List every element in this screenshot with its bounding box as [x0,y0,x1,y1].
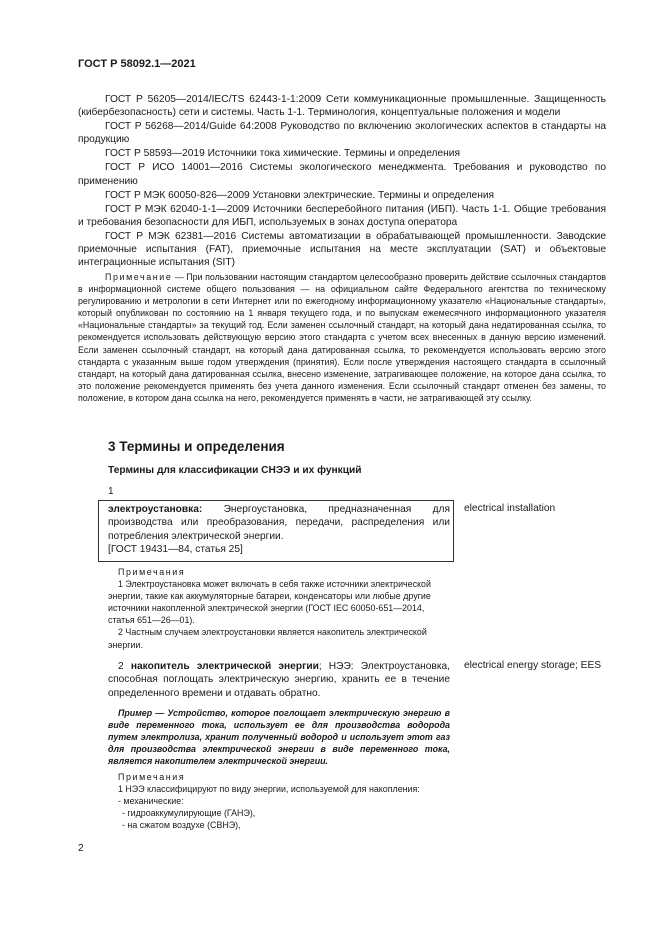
section-title: 3 Термины и определения [108,439,285,454]
english-term: electrical installation [464,503,556,514]
definition-text: Энергоустановка, предназначенная для производства или преобразования, передачи, распределения или потребления электрической энергии. [108,504,450,542]
reference-item: ГОСТ Р МЭК 60050-826—2009 Установки электрические. Термины и определения [105,189,495,201]
reference-item: ГОСТ Р 58593—2019 Источники тока химические. Термины и определения [105,148,460,160]
definition-text: ; НЭЭ: Электроустановка, способная поглощать электрическую энергию, хранить ее в течение определенного времени и отдавать обратно. [108,661,450,699]
subsection-title: Термины для классификации СНЭЭ и их функций [108,465,362,476]
term-name: накопитель электрической энергии [130,661,319,672]
english-term: electrical energy storage; EES [464,660,602,671]
note-item: - механические: [118,796,184,807]
note-label: Примечание [105,272,173,282]
note-item: 2 Частным случаем электроустановки является накопитель электрической энергии. [108,627,427,650]
note-item: - гидроаккумулирующие (ГАНЭ), [122,808,256,819]
reference-item: ГОСТ Р 56268—2014/Guide 64:2008 Руководство по включению экологических аспектов в стандарты на продукцию [78,121,606,146]
note-item: 1 НЭЭ классифицируют по виду энергии, используемой для накопления: [118,784,420,795]
document-header: ГОСТ Р 58092.1—2021 [78,58,196,70]
note-item: - на сжатом воздухе (СВНЭ), [122,820,241,831]
notes-label: Примечания [118,567,186,577]
term-number: 1 [108,486,114,497]
reference-item: ГОСТ Р 56205—2014/IEC/TS 62443-1-1:2009 Сети коммуникационные промышленные. Защищенность (кибербезопасность) сети и системы. Часть 1-1. Терминология, концептуальные положения и модели [78,94,606,119]
note-item: 1 Электроустановка может включать в себя также источники электрической энергии, такие как аккумуляторные батареи, конденсаторы или любые другие источники накопленной электрической энергии (ГОСТ IEC 60050-651—2014, статья 651—26—01). [108,579,431,626]
example-text: Пример — Устройство, которое поглощает электрическую энергию в виде переменного тока, использует ее для производства водорода путем электролиза, хранит полученный водород и использует этот газ для производства электрической энергии в виде переменного тока, является накопителем электрической энергии. [108,708,450,767]
term-number: 2 [118,661,124,672]
term-notes [108,771,450,831]
reference-note [78,271,606,404]
note-text: — При пользовании настоящим стандартом целесообразно проверить действие ссылочных стандартов в информационной системе общего пользования — на официальном сайте Федерального агентства по техническому регулированию и метрологии в сети Интернет или по ежегодному информационному указателю «Национальные стандарты», который опубликован по состоянию на 1 января текущего года, и по выпускам ежемесячного информационного указателя «Национальные стандарты» за текущий год. Если заменен ссылочный стандарт, на который дана недатированная ссылка, то рекомендуется использовать действующую версию этого стандарта с учетом всех внесенных в данную версию изменений. Если заменен ссылочный стандарт, на который дана датированная ссылка, то рекомендуется использовать версию этого стандарта с указанным выше годом утверждения (принятия). Если после утверждения настоящего стандарта в ссылочный стандарт, на который дана датированная ссылка, внесено изменение, затрагивающее положение, на которое дана ссылка, то это положение рекомендуется применять без учета данного изменения. Если ссылочный стандарт отменен без замены, то положение, в котором дана ссылка на него, рекомендуется применять в части, не затрагивающей эту ссылку. [78,272,606,403]
page-number: 2 [78,843,84,854]
normative-references [78,93,606,270]
term-notes [108,566,450,651]
reference-item: ГОСТ Р МЭК 62040-1-1—2009 Источники бесперебойного питания (ИБП). Часть 1-1. Общие требования и требования безопасности для ИБП, используемых в зонах доступа оператора [78,203,606,228]
term-source: [ГОСТ 19431—84, статья 25] [108,544,243,556]
reference-item: ГОСТ Р МЭК 62381—2016 Системы автоматизации в обрабатывающей промышленности. Заводские приемочные испытания (FAT), приемочные испытания на месте эксплуатации (SAT) и объектовые интеграционные испытания (SIT) [78,230,606,269]
term-name: электроустановка: [108,504,203,515]
reference-item: ГОСТ Р ИСО 14001—2016 Системы экологического менеджмента. Требования и руководство по применению [78,162,606,187]
notes-label: Примечания [118,772,186,782]
term-definition [108,503,450,557]
term-definition [108,660,450,700]
